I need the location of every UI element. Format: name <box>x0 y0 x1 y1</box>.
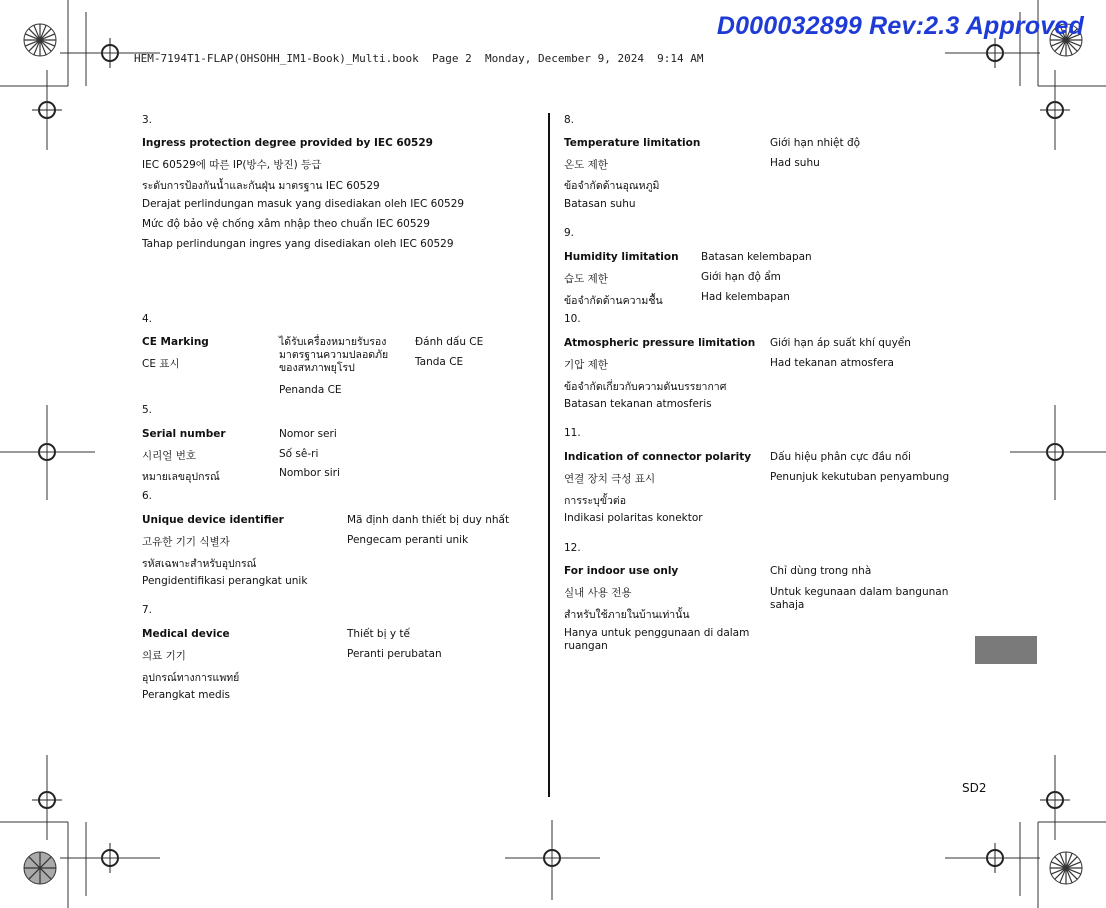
section-title: Atmospheric pressure limitation <box>564 337 756 349</box>
section-number: 12. <box>564 542 581 554</box>
section-line: Tanda CE <box>415 356 464 368</box>
section-line: 실내 사용 전용 <box>564 587 632 599</box>
print-header: HEM-7194T1-FLAP(OHSOHH_IM1-Book)_Multi.book Page 2 Monday, December 9, 2024 9:14 AM <box>134 52 704 65</box>
section-line: 고유한 기기 식별자 <box>142 536 230 548</box>
section-line: 시리얼 번호 <box>142 450 197 462</box>
section-line: ได้รับเครื่องหมายรับรองมาตรฐานความปลอดภัยของสหภาพยุโรป <box>279 336 389 374</box>
section-line: อุปกรณ์ทางการแพทย์ <box>142 672 240 684</box>
section-number: 4. <box>142 313 153 325</box>
section-number: 11. <box>564 427 581 439</box>
section-line: Penanda CE <box>279 384 342 396</box>
section-title: Medical device <box>142 628 230 640</box>
section-line: Nombor siri <box>279 467 340 479</box>
section-line: Indikasi polaritas konektor <box>564 512 703 524</box>
section-line: Thiết bị y tế <box>347 628 410 640</box>
section-line: Mức độ bảo vệ chống xâm nhập theo chuẩn IEC 60529 <box>142 218 430 230</box>
section-line: Tahap perlindungan ingres yang disediakan oleh IEC 60529 <box>142 238 454 250</box>
section-number: 7. <box>142 604 153 616</box>
section-line: Untuk kegunaan dalam bangunan sahaja <box>770 586 949 611</box>
section-line: สำหรับใช้ภายในบ้านเท่านั้น <box>564 609 690 621</box>
section-line: Giới hạn áp suất khí quyển <box>770 337 911 349</box>
section-line: Batasan kelembapan <box>701 251 812 263</box>
section-title: Humidity limitation <box>564 251 679 263</box>
section-line: Perangkat medis <box>142 689 231 701</box>
section-title: CE Marking <box>142 336 209 348</box>
section-line: Mã định danh thiết bị duy nhất <box>347 514 510 526</box>
approval-stamp: D000032899 Rev:2.3 Approved <box>716 12 1084 40</box>
section-line: ข้อจำกัดด้านความชื้น <box>564 295 663 307</box>
star-target-icon <box>1048 850 1084 886</box>
column-divider <box>548 113 550 797</box>
section-line: CE 표시 <box>142 358 180 370</box>
section-line: Nomor seri <box>279 428 337 440</box>
section-line: การระบุขั้วต่อ <box>564 495 627 507</box>
section-line: Số sê-ri <box>279 448 319 460</box>
section-line: หมายเลขอุปกรณ์ <box>142 471 220 483</box>
section-line: Hanya untuk penggunaan di dalam ruangan <box>564 627 750 652</box>
section-title: Indication of connector polarity <box>564 451 752 463</box>
star-target-icon <box>22 22 58 58</box>
section-title: Serial number <box>142 428 226 440</box>
section-line: IEC 60529에 따른 IP(방수, 방진) 등급 <box>142 159 322 171</box>
section-line: Had suhu <box>770 157 820 169</box>
star-target-icon <box>22 850 58 886</box>
section-line: รหัสเฉพาะสำหรับอุปกรณ์ <box>142 558 257 570</box>
section-number: 3. <box>142 114 153 126</box>
section-line: Giới hạn độ ẩm <box>701 271 781 283</box>
section-title: Unique device identifier <box>142 514 284 526</box>
section-number: 6. <box>142 490 153 502</box>
page-number: SD2 <box>962 781 987 795</box>
section-number: 10. <box>564 313 581 325</box>
section-line: Giới hạn nhiệt độ <box>770 137 861 149</box>
section-line: Had tekanan atmosfera <box>770 357 894 369</box>
section-line: Pengecam peranti unik <box>347 534 469 546</box>
section-line: 연결 장치 극성 표시 <box>564 473 656 485</box>
section-line: 기압 제한 <box>564 359 608 371</box>
section-line: Had kelembapan <box>701 291 790 303</box>
section-line: Dấu hiệu phân cực đầu nối <box>770 451 911 463</box>
section-line: 온도 제한 <box>564 159 608 171</box>
section-number: 8. <box>564 114 575 126</box>
section-title: For indoor use only <box>564 565 679 577</box>
section-line: Chỉ dùng trong nhà <box>770 565 872 577</box>
section-number: 9. <box>564 227 575 239</box>
section-line: 습도 제한 <box>564 273 608 285</box>
section-line: Batasan suhu <box>564 198 636 210</box>
section-number: 5. <box>142 404 153 416</box>
section-line: Penunjuk kekutuban penyambung <box>770 471 950 483</box>
section-line: Đánh dấu CE <box>415 336 484 348</box>
section-title: Ingress protection degree provided by IEC 60529 <box>142 137 433 149</box>
section-line: Peranti perubatan <box>347 648 442 660</box>
section-line: ระดับการป้องกันน้ำและกันฝุ่น มาตรฐาน IEC 60529 <box>142 180 380 192</box>
section-line: Pengidentifikasi perangkat unik <box>142 575 308 587</box>
section-line: Derajat perlindungan masuk yang disediakan oleh IEC 60529 <box>142 198 465 210</box>
section-line: 의료 기기 <box>142 650 186 662</box>
section-line: ข้อจำกัดด้านอุณหภูมิ <box>564 180 660 192</box>
thumb-index-tab <box>975 636 1037 664</box>
section-line: ข้อจำกัดเกี่ยวกับความดันบรรยากาศ <box>564 381 727 393</box>
section-title: Temperature limitation <box>564 137 701 149</box>
section-line: Batasan tekanan atmosferis <box>564 398 712 410</box>
